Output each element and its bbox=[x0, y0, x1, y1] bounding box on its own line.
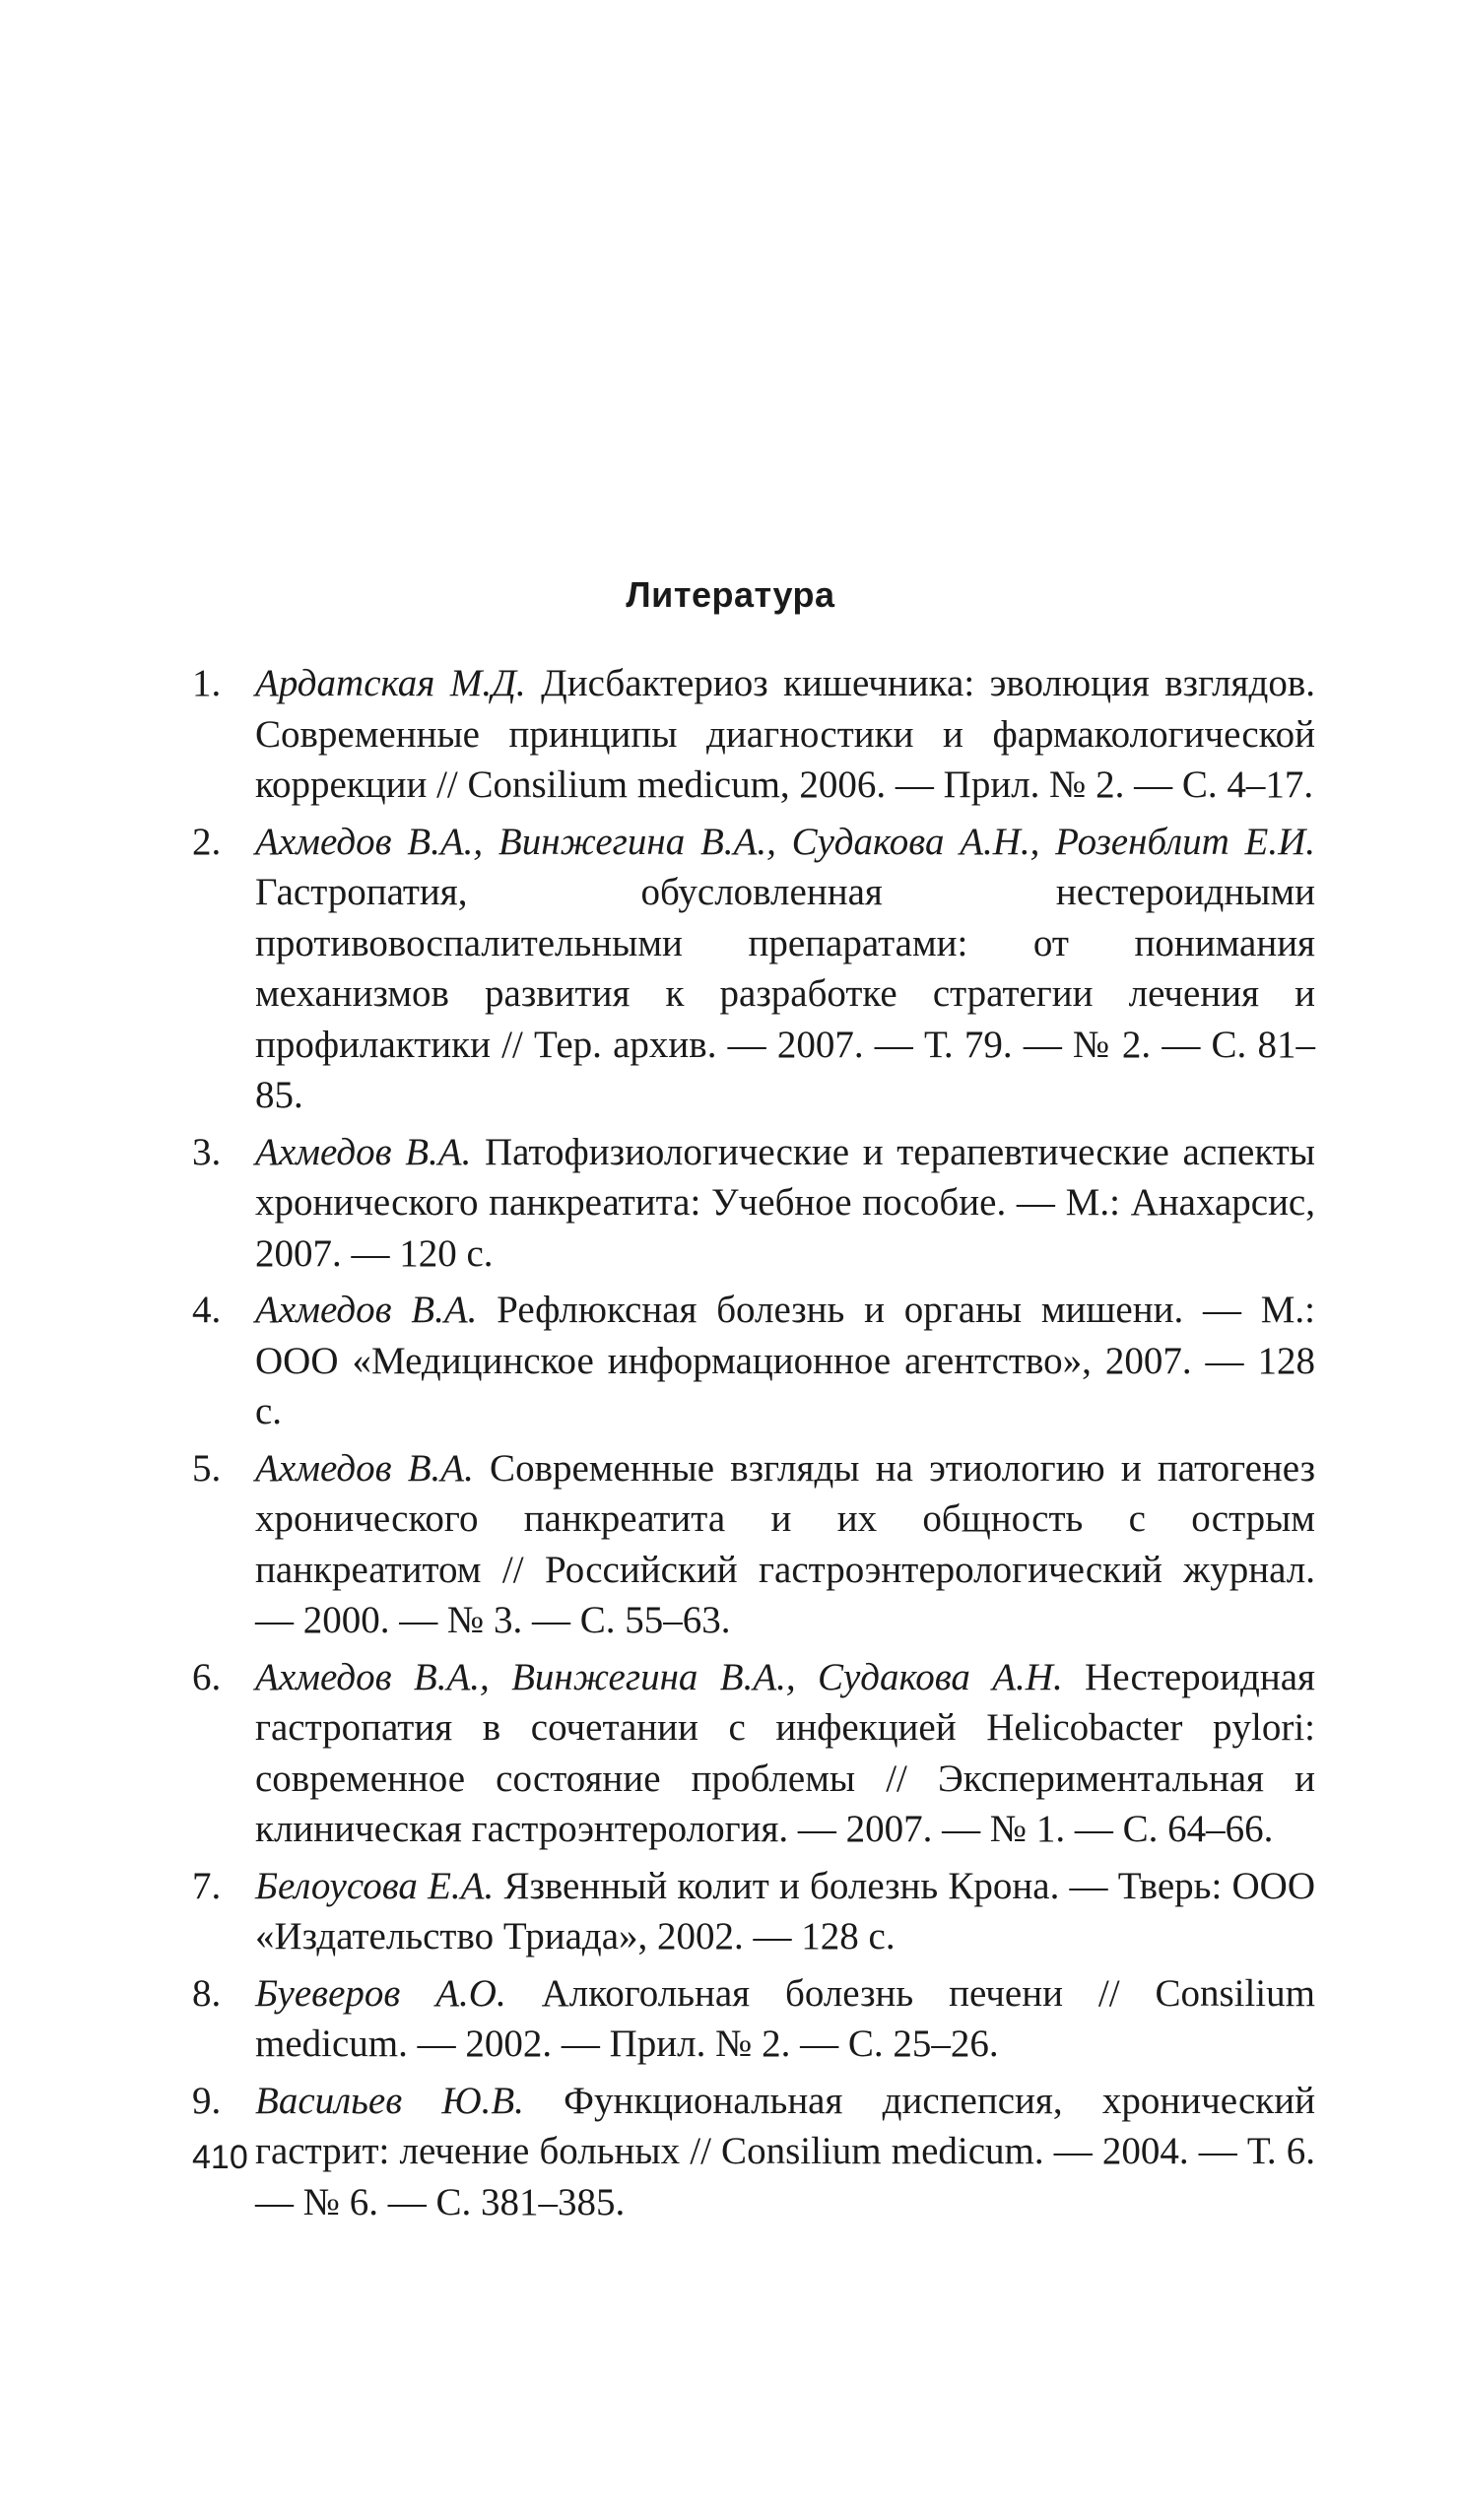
reference-author: Буеверов А.О. bbox=[255, 1971, 506, 2015]
reference-number: 2. bbox=[192, 820, 222, 863]
reference-item bbox=[192, 1127, 1315, 1280]
reference-number: 3. bbox=[192, 1130, 222, 1173]
reference-item bbox=[192, 1443, 1315, 1646]
reference-text: Язвенный колит и болезнь Крона. — Тверь: ООО «Издательство Триада», 2002. — 128 с. bbox=[255, 1864, 1315, 1957]
reference-number: 1. bbox=[192, 662, 222, 704]
reference-text: Гастропатия, обусловленная нестероидными противовоспалительными препаратами: от понимания механизмов развития к разработке стратегии лечения и профилактики // Тер. архив. — 2007. — Т. 79. — № 2. — С. 81–85. bbox=[255, 871, 1315, 1116]
reference-text: Функциональная диспепсия, хронический гастрит: лечение больных // Consilium medicum. — 2004. — Т. 6. — № 6. — С. 381–385. bbox=[255, 2079, 1315, 2223]
reference-number: 6. bbox=[192, 1655, 222, 1698]
reference-author: Ахмедов В.А. bbox=[255, 1130, 472, 1173]
reference-item bbox=[192, 2076, 1315, 2228]
reference-text: Современные взгляды на этиологию и патогенез хронического панкреатита и их общность с острым панкреатитом // Российский гастроэнтерологический журнал. — 2000. — № 3. — С. 55–63. bbox=[255, 1446, 1315, 1641]
reference-item bbox=[192, 1968, 1315, 2070]
page-number: 410 bbox=[192, 2139, 248, 2176]
reference-text: Алкогольная болезнь печени // Consilium medicum. — 2002. — Прил. № 2. — С. 25–26. bbox=[255, 1971, 1315, 2065]
reference-author: Ардатская М.Д. bbox=[255, 662, 526, 704]
reference-number: 4. bbox=[192, 1289, 222, 1331]
reference-author: Ахмедов В.А. bbox=[255, 1289, 478, 1331]
reference-text: Патофизиологические и терапевтические аспекты хронического панкреатита: Учебное пособие. — М.: Анахарсис, 2007. — 120 с. bbox=[255, 1130, 1315, 1275]
reference-author: Васильев Ю.В. bbox=[255, 2079, 524, 2122]
reference-number: 8. bbox=[192, 1971, 222, 2015]
page-title: Литература bbox=[626, 574, 835, 615]
reference-text: Нестероидная гастропатия в сочетании с инфекцией Helicobacter pylori: современное состояние проблемы // Экспериментальная и клиническая гастроэнтерология. — 2007. — № 1. — С. 64–66. bbox=[255, 1655, 1315, 1850]
reference-list bbox=[192, 658, 1315, 2233]
reference-item bbox=[192, 1285, 1315, 1437]
reference-text: Рефлюксная болезнь и органы мишени. — М.: ООО «Медицинское информационное агентство», 2007. — 128 с. bbox=[255, 1289, 1315, 1432]
reference-number: 5. bbox=[192, 1446, 222, 1490]
reference-author: Белоусова Е.А. bbox=[255, 1864, 495, 1907]
reference-item bbox=[192, 817, 1315, 1121]
reference-number: 9. bbox=[192, 2079, 222, 2122]
reference-number: 7. bbox=[192, 1864, 222, 1907]
reference-author: Ахмедов В.А., Винжегина В.А., Судакова А.Н. bbox=[255, 1655, 1063, 1698]
reference-author: Ахмедов В.А., Винжегина В.А., Судакова А.Н., Розенблит Е.И. bbox=[255, 820, 1315, 863]
reference-item bbox=[192, 1861, 1315, 1962]
reference-item bbox=[192, 658, 1315, 811]
reference-text: Дисбактериоз кишечника: эволюция взглядов. Современные принципы диагностики и фармакологической коррекции // Consilium medicum, 2006. — Прил. № 2. — С. 4–17. bbox=[255, 662, 1315, 806]
reference-item bbox=[192, 1652, 1315, 1855]
reference-author: Ахмедов В.А. bbox=[255, 1446, 474, 1490]
